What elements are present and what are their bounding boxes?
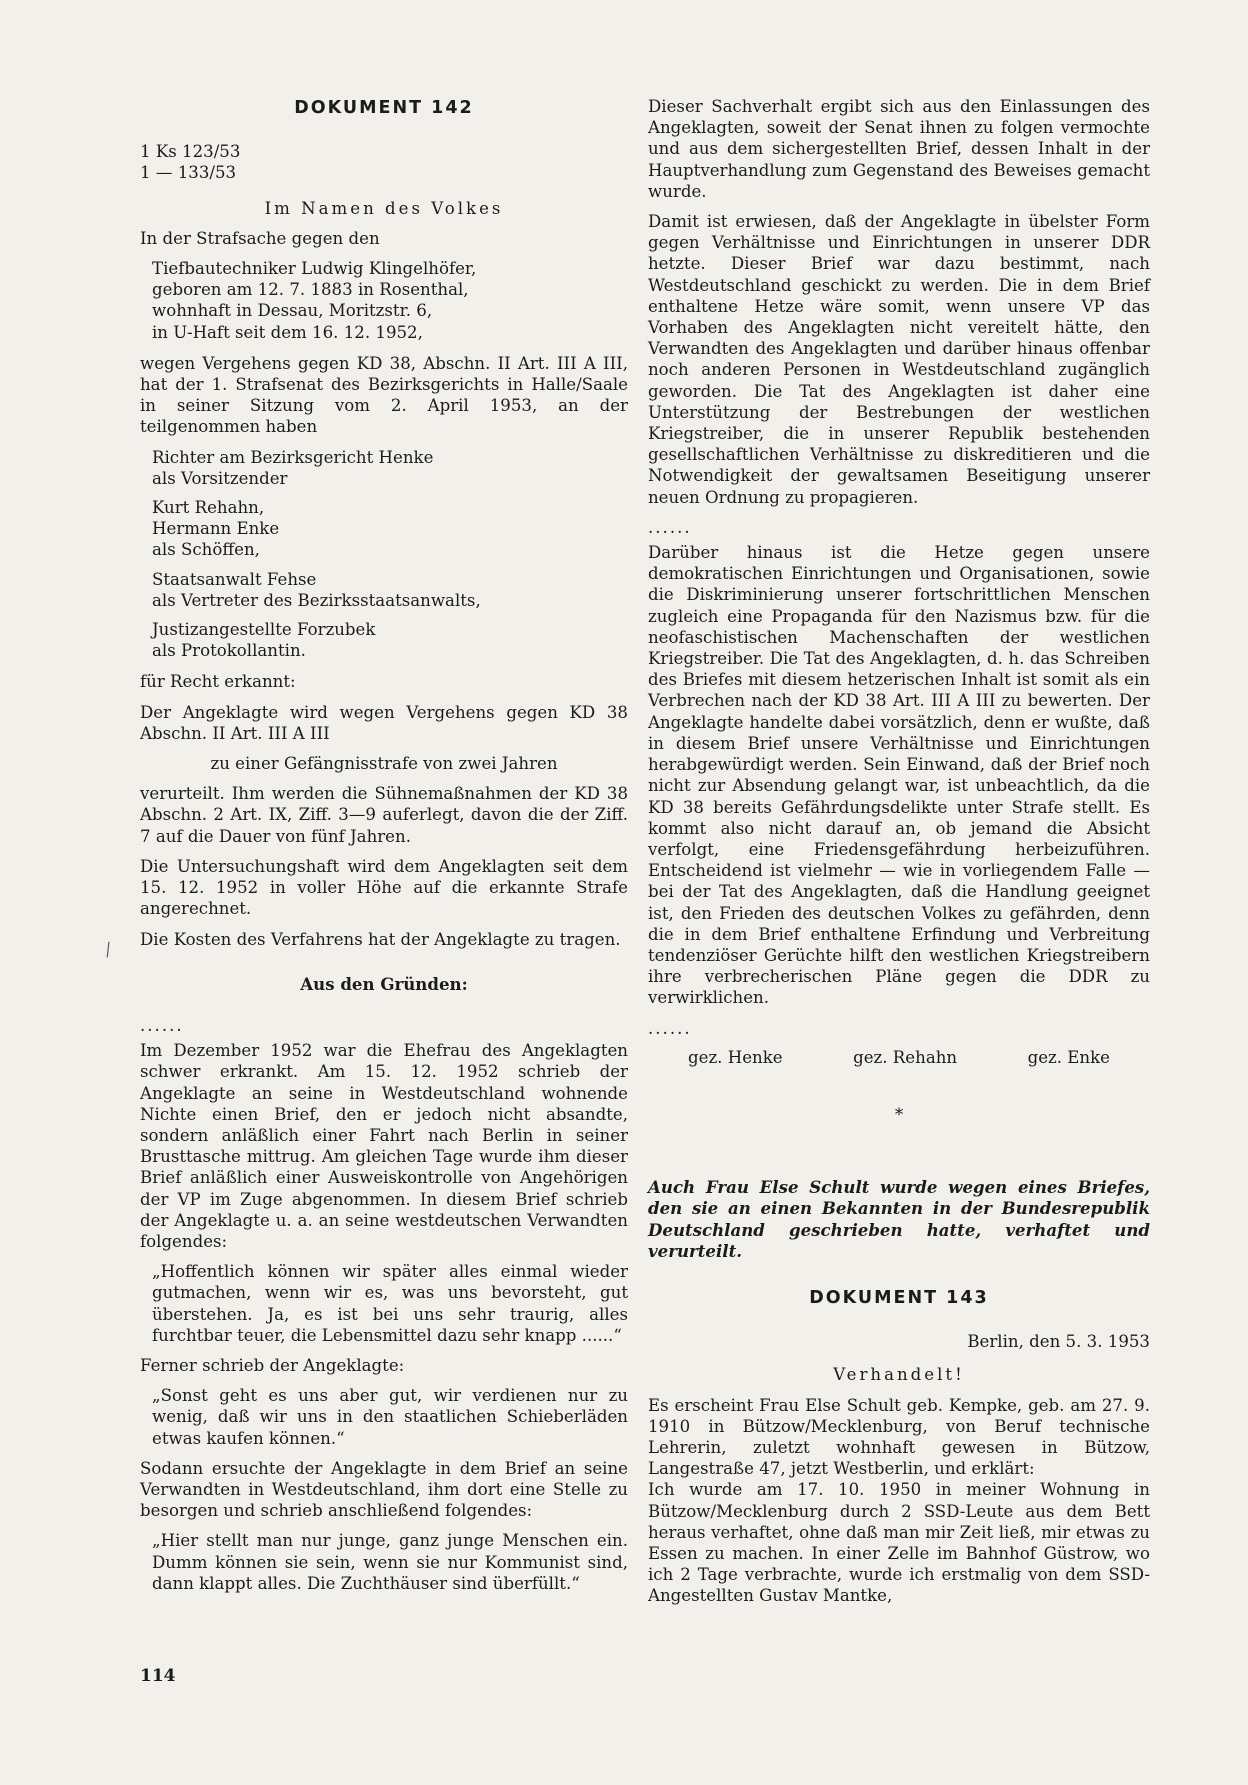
margin-mark: ⁄ xyxy=(102,940,115,961)
case-ref-1: 1 Ks 123/53 xyxy=(140,142,241,162)
ellipsis-marker: ...... xyxy=(140,1015,184,1035)
verhandelt-title: Verhandelt! xyxy=(833,1365,965,1385)
body-paragraph: Ferner schrieb der Angeklagte: xyxy=(140,1355,405,1375)
defendant-details xyxy=(140,258,628,343)
letter-quote: „Hier stellt man nur junge, ganz junge Menschen ein. Dumm können sie sein, wenn sie nur Kommunist sind, dann klappt alles. Die Zuchthäuser sind überfüllt.“ xyxy=(152,1531,628,1593)
body-paragraph: Darüber hinaus ist die Hetze gegen unsere demokratischen Einrichtungen und Organisationen, sowie die Diskriminierung unserer fortschrittlichen Menschen zugleich eine Propaganda für den Nazismus bzw. für die neofaschistischen Machenschaften der westlichen Kriegstreiber. Die Tat des Angeklagten, d. h. das Schreiben des Briefes mit diesem hetzerischen Inhalt ist somit als ein Verbrechen nach der KD 38 Art. III A III zu bewerten. Der Angeklagte handelte dabei vorsätzlich, denn er wußte, daß in diesem Brief unsere Verhältnisse und Einrichtungen herabgewürdigt werden. Sein Einwand, daß der Brief noch nicht zur Absendung gelangt war, ist unbeachtlich, da die KD 38 bereits Gefährdungsdelikte unter Strafe stellt. Es kommt also nicht darauf an, ob jemand die Absicht verfolgt, eine Friedensgefährdung herbeizuführen. Entscheidend ist vielmehr — wie in vorliegendem Falle — bei der Tat des Angeklagten, daß die Handlung geeignet ist, den Frieden des deutschen Volkes zu gefährden, denn die in dem Brief enthaltene Erfindung und Verbreitung tendenziöser Gerüchte hilft den westlichen Kriegstreibern ihre verbrecherischen Pläne gegen die DDR zu verwirklichen. xyxy=(648,543,1150,1008)
signature-row xyxy=(648,1047,1150,1068)
court-participants xyxy=(140,447,628,662)
participant-line: Justizangestellte Forzubek xyxy=(152,620,376,640)
verdict-paragraph: verurteilt. Ihm werden die Sühnemaßnahmen der KD 38 Abschn. 2 Art. IX, Ziff. 3—9 auferlegt, davon die der Ziff. 7 auf die Dauer von fünf Jahren. xyxy=(140,784,628,846)
case-ref-2: 1 — 133/53 xyxy=(140,163,237,183)
participant-line: als Schöffen, xyxy=(152,540,260,560)
ellipsis-marker: ...... xyxy=(648,517,692,537)
verdict-paragraph: Die Untersuchungshaft wird dem Angeklagten seit dem 15. 12. 1952 in voller Höhe auf die erkannte Strafe angerechnet. xyxy=(140,856,628,919)
participant-line: Staatsanwalt Fehse xyxy=(152,569,317,589)
participant-line: Richter am Bezirksgericht Henke xyxy=(152,447,434,467)
section-separator: * xyxy=(894,1104,904,1124)
participant-line: Kurt Rehahn, xyxy=(152,498,265,518)
ellipsis-marker: ...... xyxy=(648,1018,692,1038)
body-paragraph: Dieser Sachverhalt ergibt sich aus den Einlassungen des Angeklagten, soweit der Senat ihnen zu folgen vermochte und aus dem sichergestellten Brief, dessen Inhalt in der Hauptverhandlung zum Gegenstand des Beweises gemacht wurde. xyxy=(648,97,1150,201)
in-namen-des-volkes: Im Namen des Volkes xyxy=(264,198,504,218)
participant-line: als Vorsitzender xyxy=(152,468,288,488)
charge-paragraph: wegen Vergehens gegen KD 38, Abschn. II Art. III A III, hat der 1. Strafsenat des Bezirksgerichts in Halle/Saale in seiner Sitzung vom 2. April 1953, an der teilgenommen haben xyxy=(140,353,628,437)
signature-henke: gez. Henke xyxy=(688,1047,783,1067)
right-column xyxy=(648,96,1150,1616)
letter-quote: „Sonst geht es uns aber gut, wir verdienen nur zu wenig, daß wir uns in den staatlichen Schieberläden etwas kaufen können.“ xyxy=(152,1386,628,1448)
participant-line: als Protokollantin. xyxy=(152,641,306,661)
signature-enke: gez. Enke xyxy=(1027,1047,1110,1067)
body-paragraph: Sodann ersuchte der Angeklagte in dem Brief an seine Verwandten in Westdeutschland, ihm dort eine Stelle zu besorgen und schrieb anschließend folgendes: xyxy=(140,1458,628,1521)
strafsache-intro: In der Strafsache gegen den xyxy=(140,228,380,248)
document-date: Berlin, den 5. 3. 1953 xyxy=(967,1332,1150,1352)
case-reference xyxy=(140,141,628,183)
verdict-paragraph: Die Kosten des Verfahrens hat der Angeklagte zu tragen. xyxy=(140,929,621,949)
sentence-line: zu einer Gefängnisstrafe von zwei Jahren xyxy=(210,754,558,774)
participant-line: als Vertreter des Bezirksstaatsanwalts, xyxy=(152,590,481,610)
left-column xyxy=(140,98,628,1603)
verdict-paragraph: Der Angeklagte wird wegen Vergehens gegen KD 38 Abschn. II Art. III A III xyxy=(140,702,628,743)
section-heading: Aus den Gründen: xyxy=(300,973,468,994)
body-paragraph: Ich wurde am 17. 10. 1950 in meiner Wohnung in Bützow/Mecklenburg durch 2 SSD-Leute aus dem Bett heraus verhaftet, ohne daß man mir Zeit ließ, mir etwas zu Essen zu machen. In einer Zelle im Bahnhof Güstrow, wo ich 2 Tage verbrachte, wurde ich erstmalig von dem SSD-Angestellten Gustav Mantke, xyxy=(648,1480,1150,1606)
defendant-line: Tiefbautechniker Ludwig Klingelhöfer, xyxy=(152,259,477,279)
signature-rehahn: gez. Rehahn xyxy=(853,1047,958,1067)
body-paragraph: Damit ist erwiesen, daß der Angeklagte in übelster Form gegen Verhältnisse und Einrichtungen in unserer DDR hetzte. Dieser Brief war dazu bestimmt, nach Westdeutschland geschickt zu werden. Die in dem Brief enthaltene Hetze wäre somit, wenn unsere VP das Vorhaben des Angeklagten nicht vereitelt hätte, den Verwandten des Angeklagten und darüber hinaus offenbar noch anderen Personen in Westdeutschland zugänglich geworden. Die Tat des Angeklagten ist daher eine Unterstützung der Bestrebungen der westlichen Kriegstreiber, die in unserer Republik bestehenden gesellschaftlichen Verhältnisse zu diskreditieren und die Notwendigkeit der gewaltsamen Beseitigung unserer neuen Ordnung zu propagieren. xyxy=(648,212,1150,507)
fuer-recht-erkannt: für Recht erkannt: xyxy=(140,672,296,692)
document-heading: DOKUMENT 143 xyxy=(809,1287,989,1308)
defendant-line: geboren am 12. 7. 1883 in Rosenthal, xyxy=(152,280,469,300)
defendant-line: in U-Haft seit dem 16. 12. 1952, xyxy=(152,322,423,342)
participant-line: Hermann Enke xyxy=(152,519,280,539)
body-paragraph: Es erscheint Frau Else Schult geb. Kempke, geb. am 27. 9. 1910 in Bützow/Mecklenburg, von Beruf technische Lehrerin, zuletzt wohnhaft gewesen in Bützow, Langestraße 47, jetzt Westberlin, und erklärt: xyxy=(648,1395,1150,1479)
letter-quote: „Hoffentlich können wir später alles einmal wieder gutmachen, wenn wir es, was uns bevorsteht, gut überstehen. Ja, es ist bei uns sehr traurig, alles furchtbar teuer, die Lebensmittel dazu sehr knapp ......“ xyxy=(152,1262,628,1345)
editorial-note: Auch Frau Else Schult wurde wegen eines Briefes, den sie an einen Bekannten in der Bundesrepublik Deutschland geschrieben hatte, verhaftet und verurteilt. xyxy=(648,1177,1150,1261)
body-paragraph: Im Dezember 1952 war die Ehefrau des Angeklagten schwer erkrankt. Am 15. 12. 1952 schrieb der Angeklagte an seine in Westdeutschland wohnende Nichte einen Brief, den er jedoch nicht absandte, sondern anläßlich einer Fahrt nach Berlin in seiner Brusttasche mittrug. Am gleichen Tage wurde ihm dieser Brief anläßlich einer Ausweiskontrolle von Angehörigen der VP im Zuge abgenommen. In diesem Brief schrieb der Angeklagte u. a. an seine westdeutschen Verwandten folgendes: xyxy=(140,1041,628,1251)
defendant-line: wohnhaft in Dessau, Moritzstr. 6, xyxy=(152,301,433,321)
page-number: 114 xyxy=(140,1666,176,1686)
document-heading: DOKUMENT 142 xyxy=(294,98,474,118)
